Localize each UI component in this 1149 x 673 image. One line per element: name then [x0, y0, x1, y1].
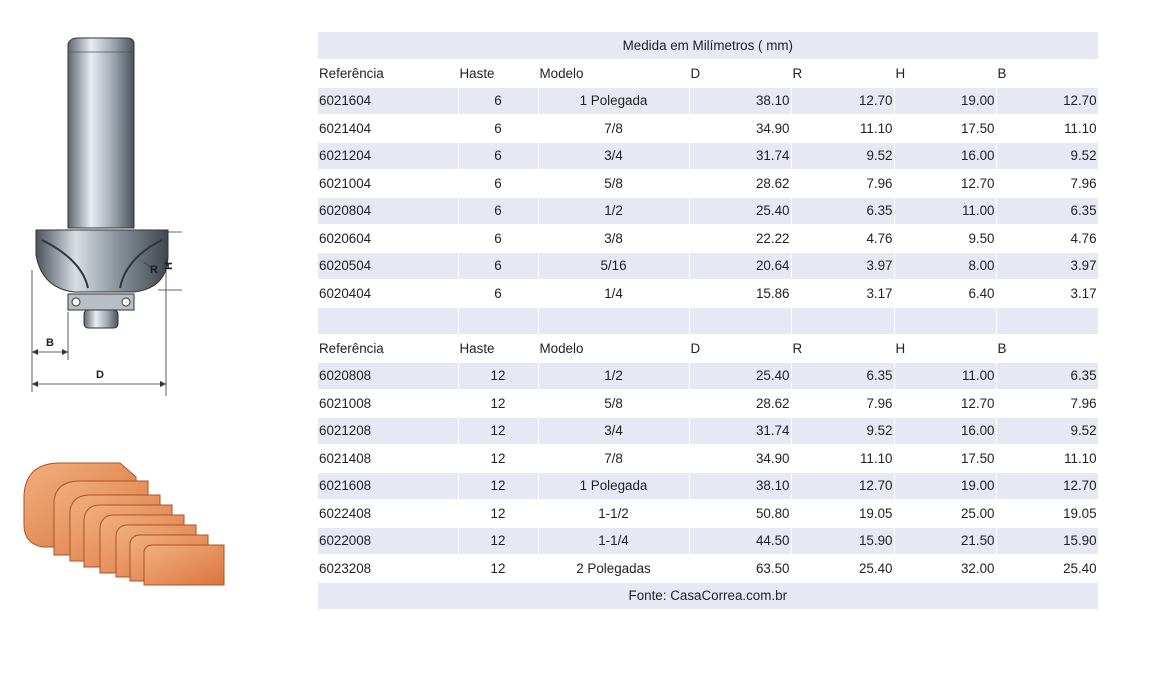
- column-header: D: [689, 60, 791, 88]
- table-header-row: [318, 60, 1098, 88]
- table-cell: 6.35: [996, 362, 1098, 390]
- table-cell: 12.70: [894, 170, 996, 198]
- wood-profile-stack: [54, 481, 224, 585]
- dimensions-table: [318, 32, 1099, 610]
- table-cell: 20.64: [689, 252, 791, 280]
- table-cell: 9.52: [996, 142, 1098, 170]
- table-cell: 19.05: [996, 500, 1098, 528]
- table-cell: 12.70: [996, 472, 1098, 500]
- table-cell: 7/8: [538, 445, 689, 473]
- table-cell: 8.00: [894, 252, 996, 280]
- table-cell: 11.10: [791, 115, 894, 143]
- table-cell: 4.76: [996, 225, 1098, 253]
- table-cell: 6: [458, 115, 538, 143]
- table-cell: 6: [458, 87, 538, 115]
- table-cell: 34.90: [689, 115, 791, 143]
- table-cell: 25.40: [689, 197, 791, 225]
- shank-shape: [68, 38, 134, 228]
- table-cell: 38.10: [689, 87, 791, 115]
- spacer-row: [318, 307, 1098, 335]
- table-cell: 6021404: [318, 115, 458, 143]
- label-h: H: [163, 262, 175, 270]
- table-cell: 1-1/2: [538, 500, 689, 528]
- table-cell: 6: [458, 252, 538, 280]
- table-cell: 6: [458, 142, 538, 170]
- column-header: R: [791, 335, 894, 363]
- table-cell: 5/8: [538, 170, 689, 198]
- table-cell: 12: [458, 390, 538, 418]
- table-cell: 3/4: [538, 417, 689, 445]
- table-cell: 7.96: [996, 390, 1098, 418]
- table-cell: 6021608: [318, 472, 458, 500]
- spacer-cell: [318, 307, 458, 335]
- table-cell: 6: [458, 170, 538, 198]
- table-cell: 12: [458, 527, 538, 555]
- label-b: B: [46, 337, 54, 349]
- column-header: B: [996, 335, 1098, 363]
- table-row: [318, 472, 1098, 500]
- table-cell: 12.70: [791, 472, 894, 500]
- table-cell: 21.50: [894, 527, 996, 555]
- column-header: Haste: [458, 60, 538, 88]
- table-row: [318, 252, 1098, 280]
- column-header: B: [996, 60, 1098, 88]
- source-footer: Fonte: CasaCorrea.com.br: [318, 582, 1098, 610]
- table-cell: 1-1/4: [538, 527, 689, 555]
- table-row: [318, 280, 1098, 308]
- column-header: Modelo: [538, 335, 689, 363]
- table-cell: 6022408: [318, 500, 458, 528]
- table-cell: 6021004: [318, 170, 458, 198]
- table-cell: 50.80: [689, 500, 791, 528]
- table-row: [318, 115, 1098, 143]
- table-cell: 3.17: [996, 280, 1098, 308]
- table-row: [318, 417, 1098, 445]
- spacer-cell: [458, 307, 538, 335]
- table-row: [318, 527, 1098, 555]
- table-cell: 4.76: [791, 225, 894, 253]
- spacer-cell: [538, 307, 689, 335]
- table-cell: 16.00: [894, 142, 996, 170]
- table-cell: 63.50: [689, 555, 791, 583]
- column-header: Referência: [318, 335, 458, 363]
- label-d: D: [96, 369, 104, 381]
- table-cell: 6: [458, 280, 538, 308]
- table-cell: 6023208: [318, 555, 458, 583]
- table-cell: 19.05: [791, 500, 894, 528]
- spacer-cell: [689, 307, 791, 335]
- table-cell: 6021208: [318, 417, 458, 445]
- table-row: [318, 87, 1098, 115]
- table-cell: 12: [458, 417, 538, 445]
- table-cell: 44.50: [689, 527, 791, 555]
- table-cell: 12: [458, 555, 538, 583]
- spacer-cell: [791, 307, 894, 335]
- column-header: R: [791, 60, 894, 88]
- column-header: Haste: [458, 335, 538, 363]
- table-cell: 7.96: [791, 390, 894, 418]
- table-cell: 32.00: [894, 555, 996, 583]
- column-header: Referência: [318, 60, 458, 88]
- table-row: [318, 225, 1098, 253]
- table-cell: 25.40: [791, 555, 894, 583]
- table-cell: 15.90: [996, 527, 1098, 555]
- table-cell: 5/16: [538, 252, 689, 280]
- table-cell: 17.50: [894, 115, 996, 143]
- table-cell: 9.52: [791, 142, 894, 170]
- table-cell: 6.35: [791, 362, 894, 390]
- table-cell: 31.74: [689, 417, 791, 445]
- spacer-cell: [894, 307, 996, 335]
- table-title-row: [318, 32, 1098, 60]
- column-header: H: [894, 335, 996, 363]
- table-row: [318, 362, 1098, 390]
- table-cell: 11.10: [996, 445, 1098, 473]
- table-cell: 1 Polegada: [538, 87, 689, 115]
- table-cell: 1 Polegada: [538, 472, 689, 500]
- table-cell: 6020404: [318, 280, 458, 308]
- table-cell: 1/2: [538, 362, 689, 390]
- column-header: D: [689, 335, 791, 363]
- table-cell: 12: [458, 445, 538, 473]
- table-cell: 12: [458, 500, 538, 528]
- table-cell: 9.50: [894, 225, 996, 253]
- table-cell: 22.22: [689, 225, 791, 253]
- table-row: [318, 500, 1098, 528]
- table-row: [318, 170, 1098, 198]
- wood-profiles-illustration: [20, 455, 230, 590]
- router-bit-diagram: [22, 30, 182, 400]
- label-r: R: [150, 264, 158, 276]
- table-cell: 6021604: [318, 87, 458, 115]
- table-cell: 15.86: [689, 280, 791, 308]
- table-cell: 12: [458, 472, 538, 500]
- table-cell: 9.52: [791, 417, 894, 445]
- table-row: [318, 390, 1098, 418]
- table-cell: 6.40: [894, 280, 996, 308]
- column-header: H: [894, 60, 996, 88]
- table-row: [318, 445, 1098, 473]
- table-header-row: [318, 335, 1098, 363]
- table-cell: 1/4: [538, 280, 689, 308]
- table-footer-row: [318, 582, 1098, 610]
- table-cell: 17.50: [894, 445, 996, 473]
- table-row: [318, 555, 1098, 583]
- table-cell: 31.74: [689, 142, 791, 170]
- table-cell: 25.40: [689, 362, 791, 390]
- table-cell: 6.35: [996, 197, 1098, 225]
- table-cell: 12.70: [894, 390, 996, 418]
- table-cell: 6020504: [318, 252, 458, 280]
- table-cell: 34.90: [689, 445, 791, 473]
- table-cell: 12: [458, 362, 538, 390]
- table-cell: 11.00: [894, 362, 996, 390]
- table-cell: 6: [458, 197, 538, 225]
- table-cell: 6021008: [318, 390, 458, 418]
- table-cell: 3/8: [538, 225, 689, 253]
- table-cell: 38.10: [689, 472, 791, 500]
- table-cell: 3/4: [538, 142, 689, 170]
- table-cell: 19.00: [894, 87, 996, 115]
- table-cell: 28.62: [689, 390, 791, 418]
- column-header: Modelo: [538, 60, 689, 88]
- table-cell: 25.00: [894, 500, 996, 528]
- table-cell: 6022008: [318, 527, 458, 555]
- table-cell: 9.52: [996, 417, 1098, 445]
- table-cell: 19.00: [894, 472, 996, 500]
- table-row: [318, 142, 1098, 170]
- table-row: [318, 197, 1098, 225]
- table-cell: 3.97: [791, 252, 894, 280]
- table-cell: 6020604: [318, 225, 458, 253]
- table-cell: 6021204: [318, 142, 458, 170]
- table-cell: 6020808: [318, 362, 458, 390]
- table-cell: 12.70: [791, 87, 894, 115]
- table-cell: 5/8: [538, 390, 689, 418]
- table-cell: 12.70: [996, 87, 1098, 115]
- table-cell: 7.96: [791, 170, 894, 198]
- table-cell: 7/8: [538, 115, 689, 143]
- spacer-cell: [996, 307, 1098, 335]
- table-cell: 3.17: [791, 280, 894, 308]
- table-cell: 15.90: [791, 527, 894, 555]
- table-cell: 11.10: [791, 445, 894, 473]
- cutter-shape: [36, 230, 168, 292]
- table-cell: 1/2: [538, 197, 689, 225]
- table-cell: 6: [458, 225, 538, 253]
- table-cell: 2 Polegadas: [538, 555, 689, 583]
- table-cell: 7.96: [996, 170, 1098, 198]
- table-cell: 6.35: [791, 197, 894, 225]
- table-cell: 25.40: [996, 555, 1098, 583]
- table-cell: 11.00: [894, 197, 996, 225]
- table-cell: 11.10: [996, 115, 1098, 143]
- table-cell: 6021408: [318, 445, 458, 473]
- table-cell: 6020804: [318, 197, 458, 225]
- table-cell: 16.00: [894, 417, 996, 445]
- table-title: Medida em Milímetros ( mm): [318, 32, 1098, 60]
- table-cell: 28.62: [689, 170, 791, 198]
- table-cell: 3.97: [996, 252, 1098, 280]
